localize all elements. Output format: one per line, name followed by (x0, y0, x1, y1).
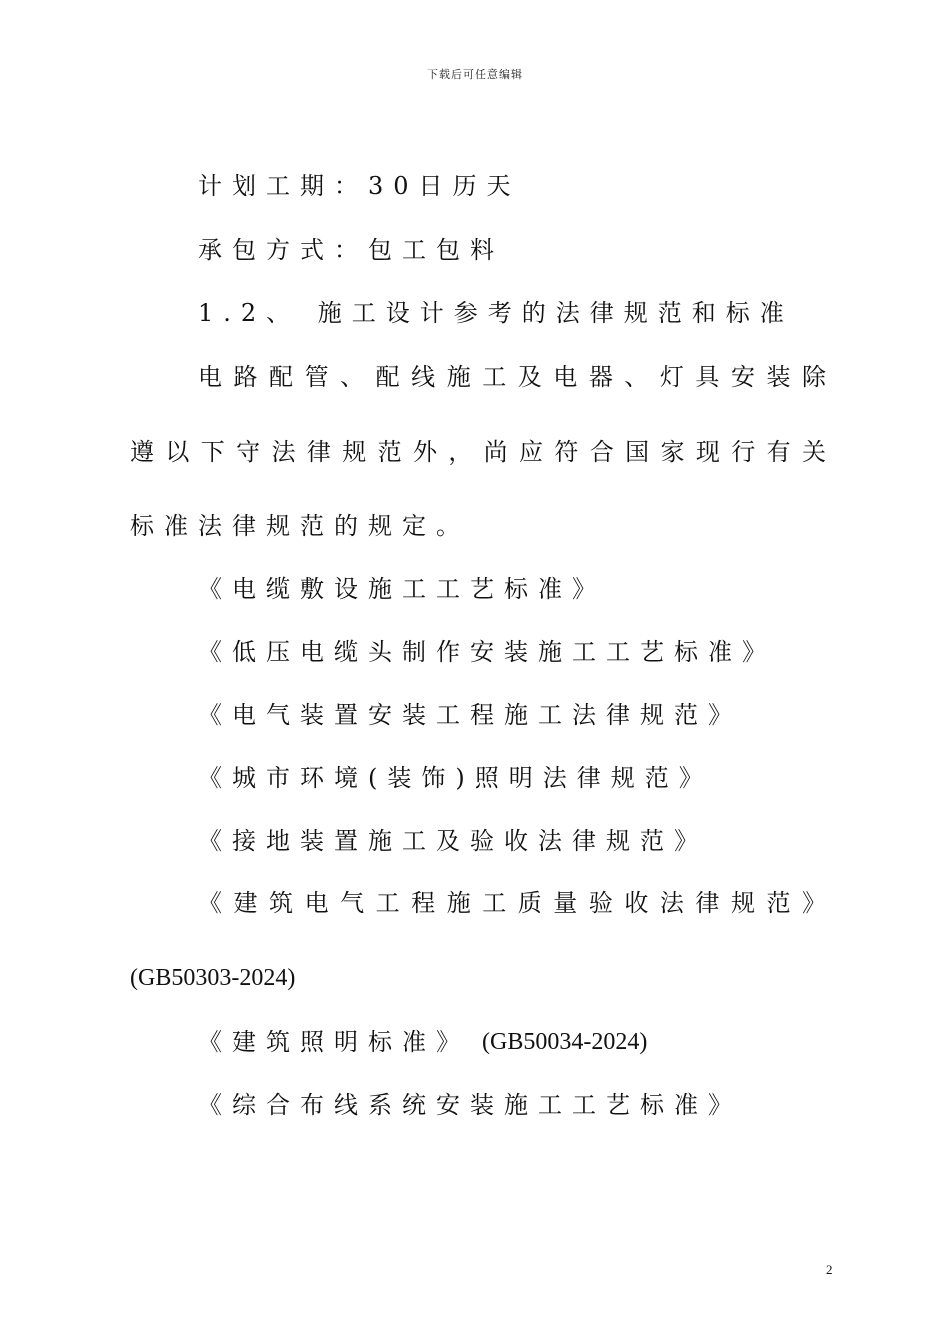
paragraph-line-3: 标准法律规范的规定。 (130, 512, 470, 540)
standard-item-cabling-system: 《综合布线系统安装施工工艺标准》 (198, 1091, 742, 1119)
standard-item-building-lighting: 《建筑照明标准》 (198, 1028, 470, 1056)
paragraph-line-1: 电路配管、配线施工及电器、灯具安装除 (198, 363, 826, 391)
standard-item-electrical-installation: 《电气装置安装工程施工法律规范》 (198, 701, 742, 729)
page-header: 下载后可任意编辑 (427, 68, 523, 81)
planned-duration-line: 计划工期：30日历天 (198, 172, 521, 200)
standard-item-urban-lighting: 《城市环境(装饰)照明法律规范》 (198, 764, 713, 792)
paragraph-line-2: 遵以下守法律规范外，尚应符合国家现行有关 (130, 438, 826, 466)
section-heading-1-2: 1.2、 施工设计参考的法律规范和标准 (198, 299, 794, 327)
standard-item-building-electrical-quality: 《建筑电气工程施工质量验收法律规范》 (198, 889, 826, 917)
standard-item-grounding: 《接地装置施工及验收法律规范》 (198, 827, 708, 855)
standard-item-low-voltage-cable-head: 《低压电缆头制作安装施工工艺标准》 (198, 638, 776, 666)
contract-method-line: 承包方式：包工包料 (198, 236, 504, 264)
standard-item-cable-laying: 《电缆敷设施工工艺标准》 (198, 575, 606, 603)
standard-code-gb50303: (GB50303-2024) (130, 965, 296, 991)
page-number: 2 (826, 1262, 833, 1277)
standard-code-gb50034: (GB50034-2024) (482, 1029, 648, 1055)
